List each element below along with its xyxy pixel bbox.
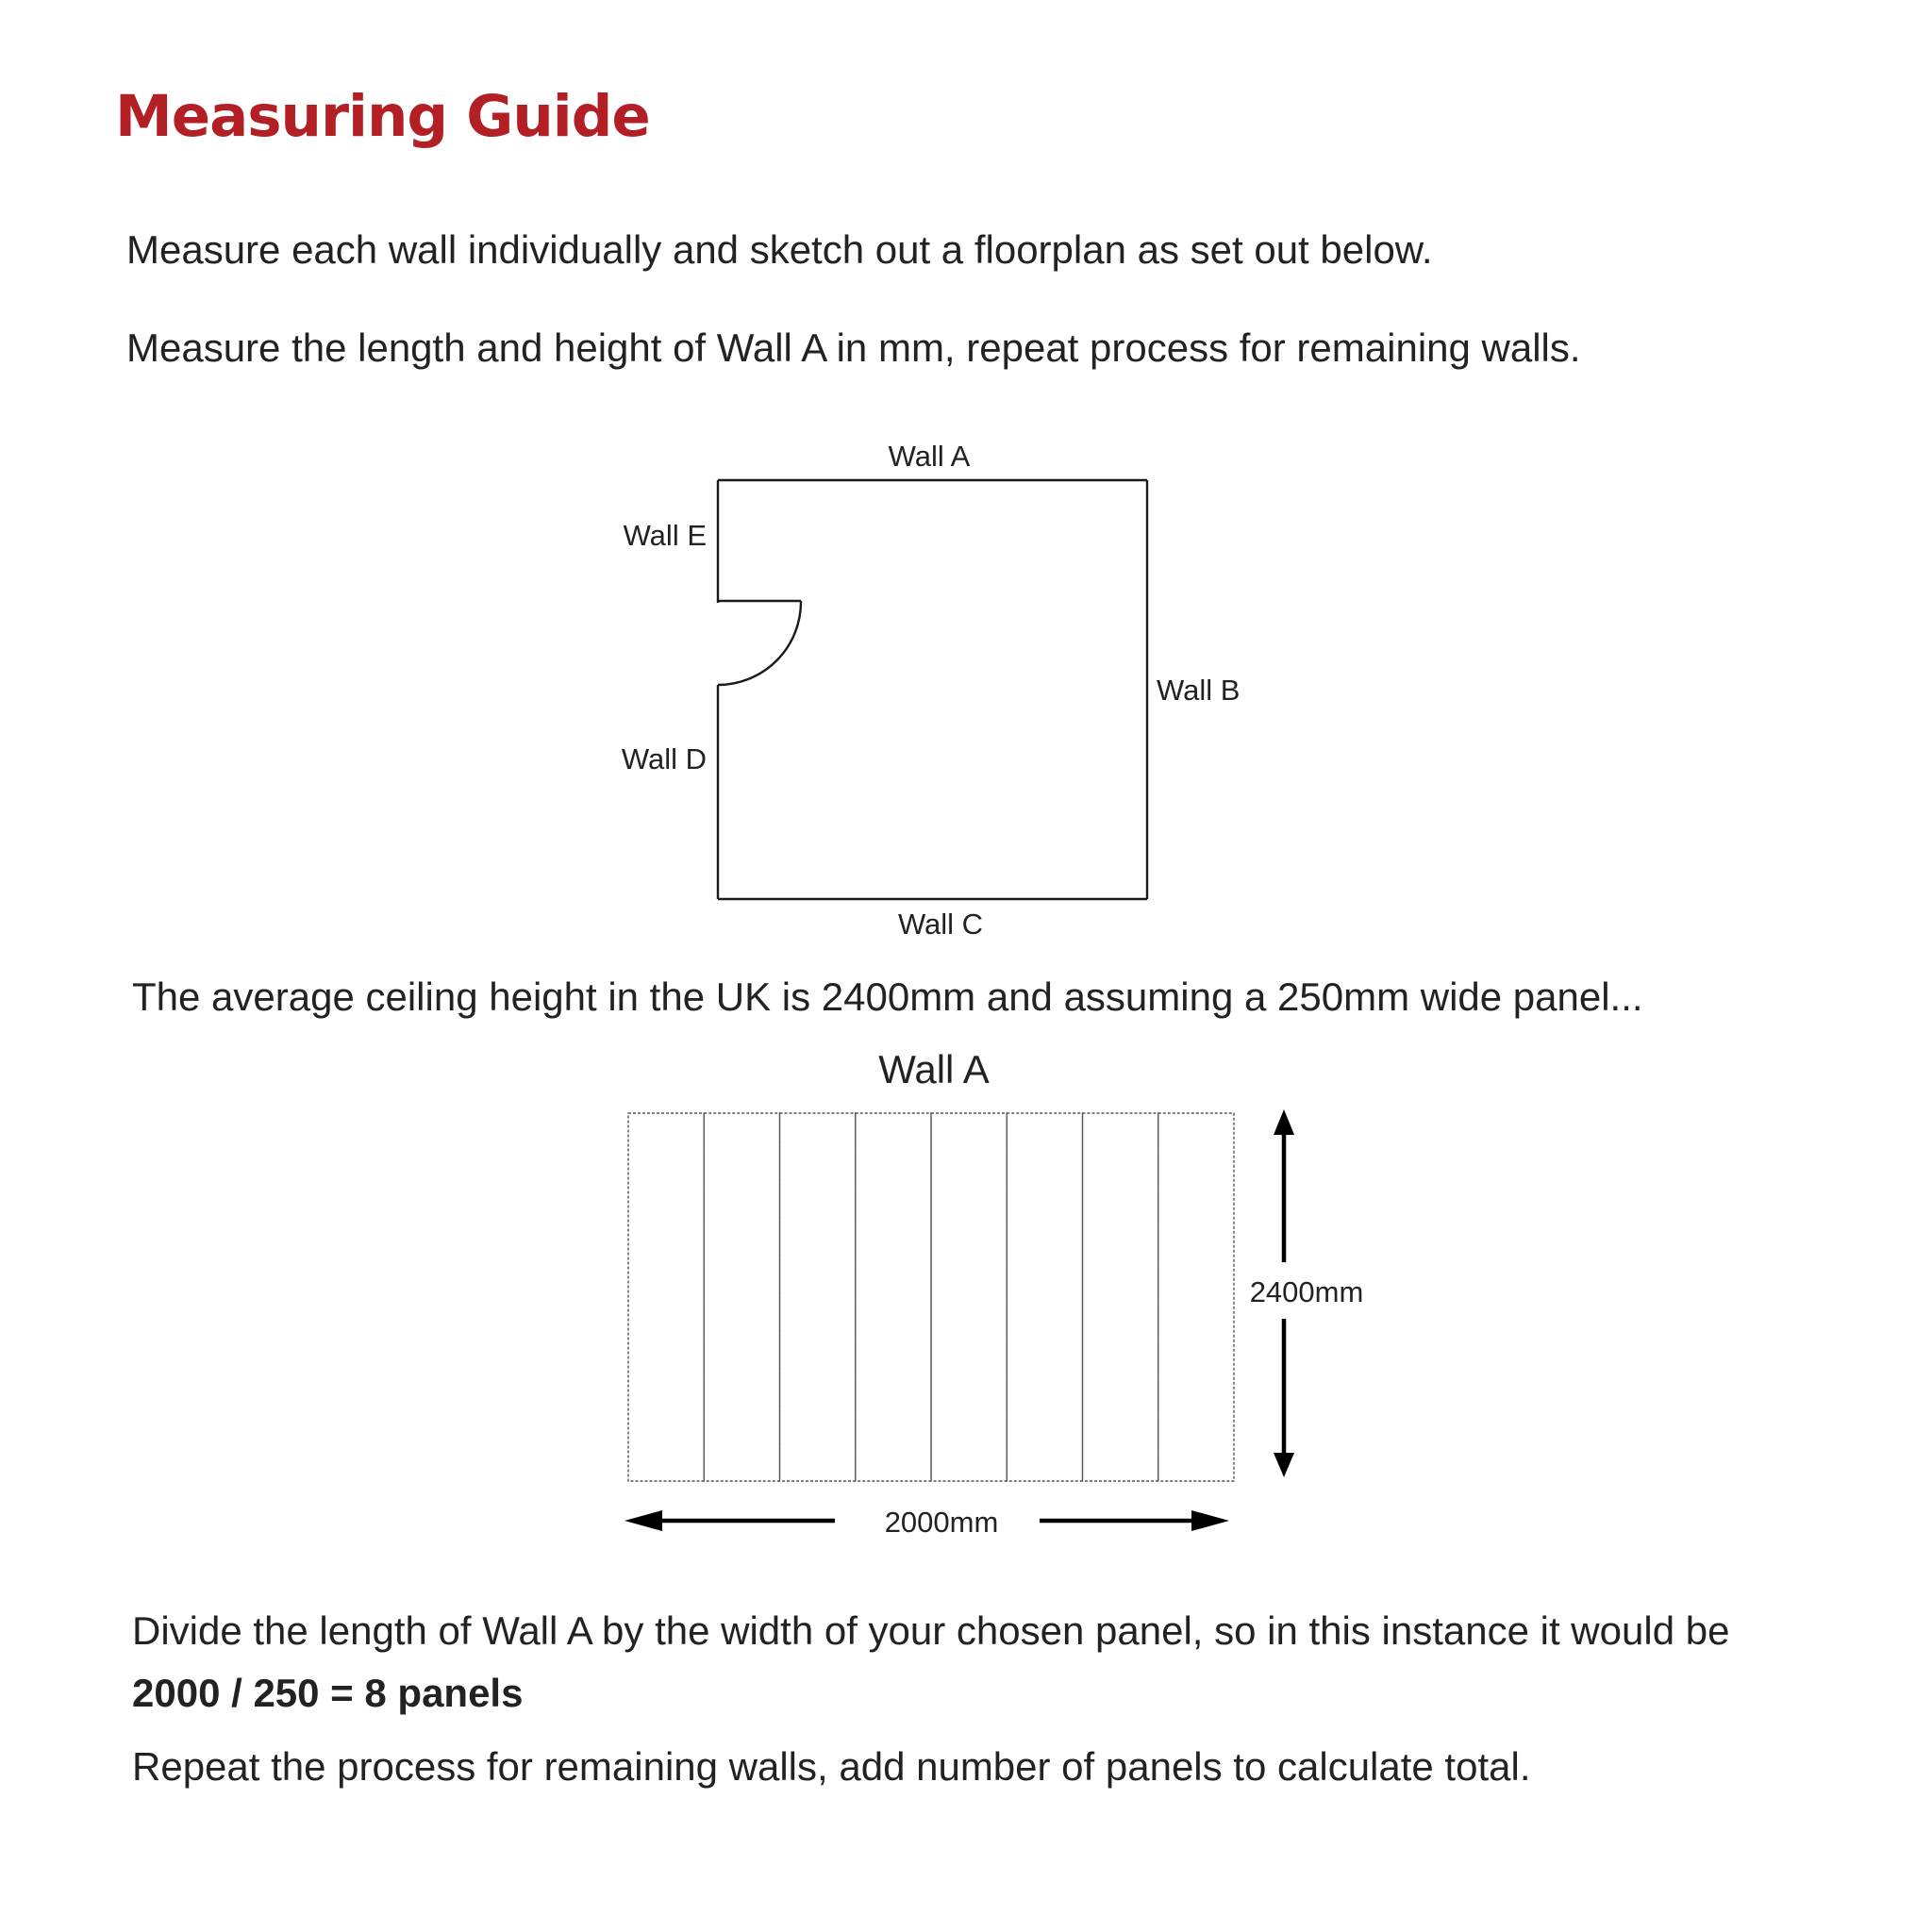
wall-panel bbox=[780, 1113, 856, 1481]
wall-panel bbox=[931, 1113, 1007, 1481]
ceiling-height-text: The average ceiling height in the UK is 2400mm and assuming a 250mm wide panel... bbox=[132, 974, 1643, 1019]
wall-a-label: Wall A bbox=[888, 440, 971, 473]
panel-diagram-title: Wall A bbox=[878, 1047, 990, 1091]
height-dimension-label: 2400mm bbox=[1249, 1275, 1364, 1308]
intro-text: Measure each wall individually and sketch out a floorplan as set out below. bbox=[126, 227, 1433, 272]
height-arrow-down-head bbox=[1274, 1453, 1294, 1477]
repeat-instruction-text: Repeat the process for remaining walls, add number of panels to calculate total. bbox=[132, 1744, 1531, 1789]
wall-panel bbox=[1158, 1113, 1234, 1481]
width-arrow-left-head bbox=[625, 1510, 662, 1531]
wall-e-label: Wall E bbox=[623, 519, 707, 552]
wall-panel bbox=[1007, 1113, 1082, 1481]
panel-group bbox=[628, 1113, 1234, 1481]
wall-panel bbox=[1083, 1113, 1158, 1481]
measure-instruction-text: Measure the length and height of Wall A in mm, repeat process for remaining walls. bbox=[126, 325, 1581, 370]
wall-d-label: Wall D bbox=[621, 742, 707, 775]
height-arrow-up-head bbox=[1274, 1109, 1294, 1135]
wall-panel bbox=[628, 1113, 704, 1481]
page-title: Measuring Guide bbox=[115, 83, 650, 150]
wall-panel bbox=[856, 1113, 931, 1481]
calculation-text: 2000 / 250 = 8 panels bbox=[132, 1671, 524, 1715]
wall-panel bbox=[704, 1113, 779, 1481]
width-arrow-right-head bbox=[1191, 1510, 1229, 1531]
divide-instruction-text: Divide the length of Wall A by the width of your chosen panel, so in this instance it would be bbox=[132, 1608, 1730, 1653]
wall-b-label: Wall B bbox=[1157, 674, 1241, 707]
wall-c-label: Wall C bbox=[897, 908, 984, 941]
width-dimension-label: 2000mm bbox=[884, 1506, 999, 1539]
